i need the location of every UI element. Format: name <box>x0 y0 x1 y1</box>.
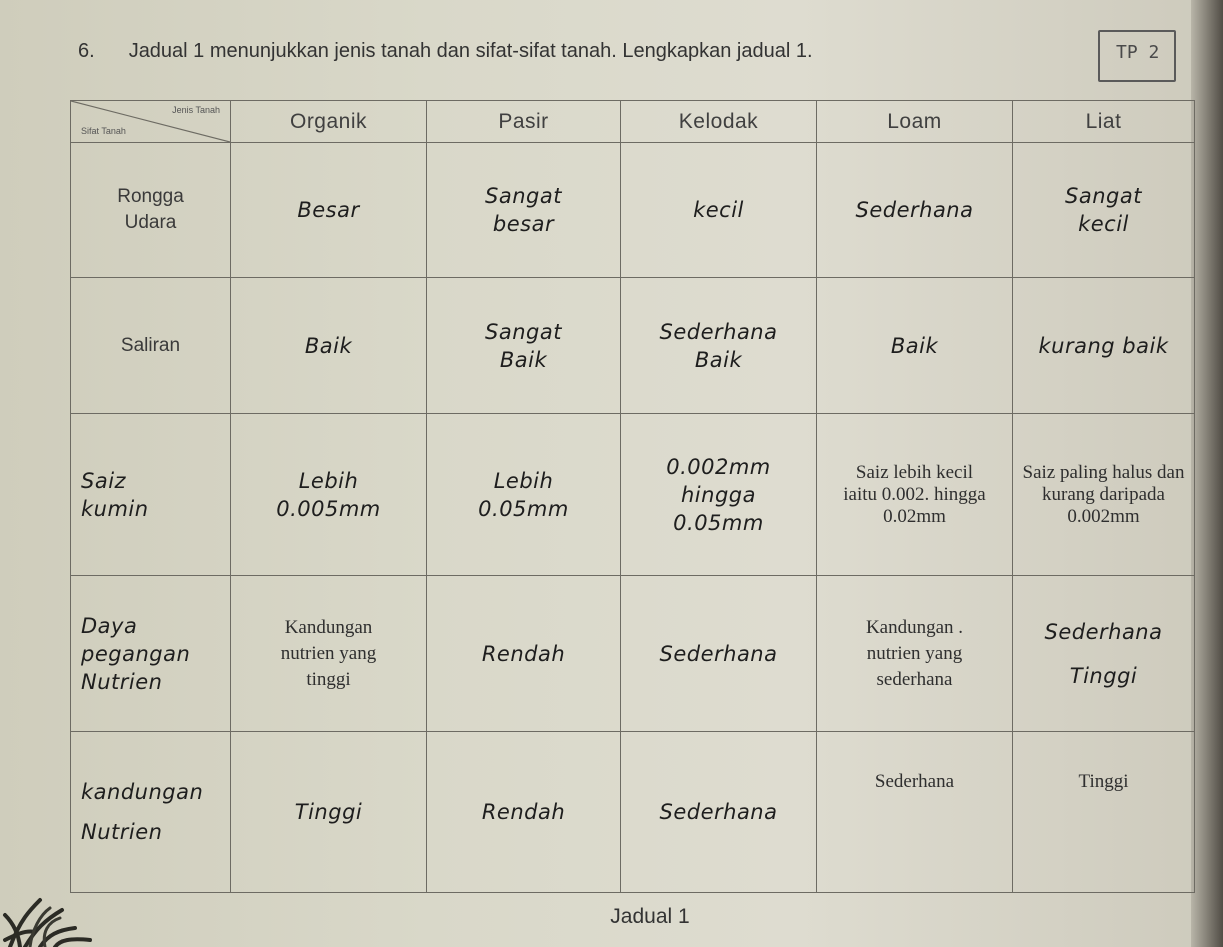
table-cell <box>427 143 621 278</box>
cell-text: 0.002mm hingga 0.05mm <box>666 454 771 535</box>
question-number: 6. <box>78 40 95 62</box>
cell-text: kecil <box>693 198 744 222</box>
row-label-rongga-udara <box>71 143 231 278</box>
soil-table <box>70 100 1195 893</box>
page-edge-shadow <box>1191 0 1223 947</box>
cell-text: Saiz paling halus dan kurang daripada 0.002mm <box>1022 461 1185 527</box>
column-header-loam <box>817 101 1013 143</box>
cell-text: Rendah <box>481 641 566 666</box>
cell-text: Sederhana Baik <box>659 319 778 372</box>
header-row <box>71 101 1195 143</box>
column-header-pasir <box>427 101 621 143</box>
table-cell <box>427 414 621 576</box>
table-cell <box>1013 278 1195 414</box>
corner-top-label: Jenis Tanah <box>172 105 220 115</box>
table-cell <box>817 278 1013 414</box>
table-cell <box>621 732 817 893</box>
column-header-label: Kelodak <box>678 109 759 133</box>
table-cell <box>817 576 1013 732</box>
cell-text: Sangat besar <box>485 184 562 236</box>
cell-text: kurang baik <box>1038 333 1169 358</box>
table-cell <box>231 576 427 732</box>
cell-text: Sederhana Tinggi <box>1044 619 1163 688</box>
cell-text: Kandungan . nutrien yang sederhana <box>865 616 964 690</box>
table-cell <box>1013 576 1195 732</box>
table-row <box>71 732 1195 893</box>
corner-cell <box>71 101 231 143</box>
column-header-label: Loam <box>887 109 942 133</box>
tp-label: TP 2 <box>1116 42 1160 63</box>
row-label-text: Daya pegangan Nutrien <box>81 613 191 694</box>
cell-text: Tinggi <box>294 800 363 824</box>
cell-text: Baik <box>304 333 353 358</box>
table-row <box>71 414 1195 576</box>
table-cell <box>817 414 1013 576</box>
question-text <box>78 40 813 63</box>
cell-text: Lebih 0.005mm <box>276 468 381 521</box>
column-header-kelodak <box>621 101 817 143</box>
table-row <box>71 576 1195 732</box>
table-cell <box>621 278 817 414</box>
table-cell <box>427 576 621 732</box>
row-label-text: kandungan Nutrien <box>81 780 204 844</box>
table-row <box>71 278 1195 414</box>
table-cell <box>231 278 427 414</box>
table-cell <box>427 278 621 414</box>
table-cell <box>621 414 817 576</box>
cell-text: Sederhana <box>659 800 778 824</box>
row-label-text: Saliran <box>120 334 181 356</box>
table-caption: Jadual 1 <box>610 905 690 928</box>
table-cell <box>1013 143 1195 278</box>
row-label-text: Rongga Udara <box>117 186 184 233</box>
cell-text: Lebih 0.05mm <box>478 468 569 521</box>
cell-text: Kandungan nutrien yang tinggi <box>280 616 377 690</box>
column-header-liat <box>1013 101 1195 143</box>
question-body: Jadual 1 menunjukkan jenis tanah dan sifat-sifat tanah. Lengkapkan jadual 1. <box>128 40 813 62</box>
table-cell <box>231 143 427 278</box>
table-cell <box>427 732 621 893</box>
cell-text: Baik <box>890 333 939 358</box>
table-cell <box>817 143 1013 278</box>
table-cell <box>621 576 817 732</box>
row-label-saliran <box>71 278 231 414</box>
cell-text: Tinggi <box>1078 771 1129 792</box>
table-cell <box>231 732 427 893</box>
plant-decoration <box>0 860 120 947</box>
column-header-label: Pasir <box>498 109 549 133</box>
row-label-saiz-kumin <box>71 414 231 576</box>
row-label-daya-pegangan-nutrien <box>71 576 231 732</box>
cell-text: Besar <box>297 198 360 222</box>
table-cell <box>1013 732 1195 893</box>
cell-text: Saiz lebih kecil iaitu 0.002. hingga 0.02mm <box>843 461 986 527</box>
cell-text: Sangat Baik <box>485 319 562 372</box>
cell-text: Sederhana <box>855 198 974 222</box>
cell-text: Sederhana <box>659 641 778 666</box>
table-cell <box>621 143 817 278</box>
column-header-label: Liat <box>1085 109 1122 133</box>
cell-text: Rendah <box>481 800 566 824</box>
corner-bottom-label: Sifat Tanah <box>81 126 126 136</box>
row-label-text: Saiz kumin <box>81 468 149 521</box>
column-header-label: Organik <box>289 109 368 133</box>
cell-text: Sangat kecil <box>1065 184 1142 236</box>
table-cell <box>1013 414 1195 576</box>
column-header-organik <box>231 101 427 143</box>
table-cell <box>231 414 427 576</box>
cell-text: Sederhana <box>874 771 955 792</box>
table-cell <box>817 732 1013 893</box>
table-row <box>71 143 1195 278</box>
